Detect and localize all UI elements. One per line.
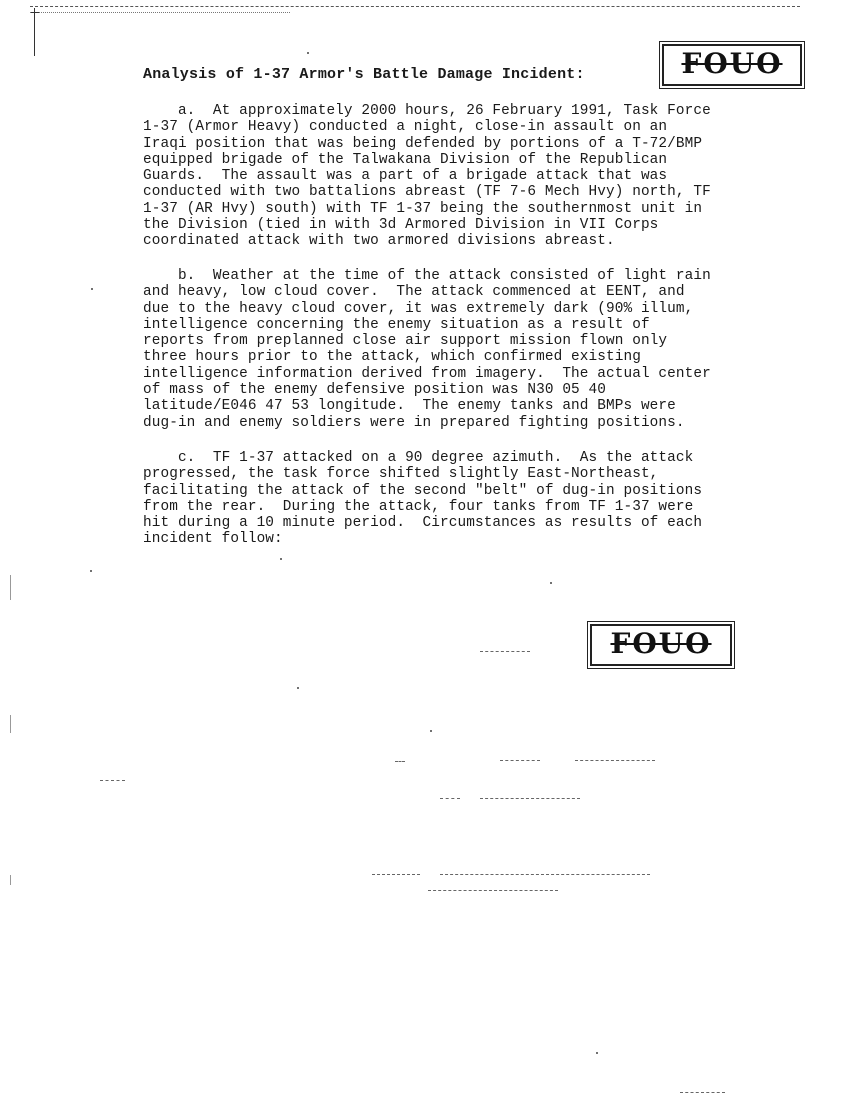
scan-dot	[90, 570, 92, 572]
scan-speck	[372, 874, 420, 875]
scan-speck	[500, 760, 540, 761]
scan-dot	[307, 52, 309, 54]
scan-speck	[480, 798, 580, 799]
scan-speck	[100, 780, 125, 781]
scan-edge-mark	[10, 575, 11, 600]
scan-speck	[480, 651, 530, 652]
scan-edge-mark	[10, 875, 11, 885]
paragraph-b: b. Weather at the time of the attack consisted of light rain and heavy, low cloud cover. The attack commenced at EENT, and due to the heavy cloud cover, it was extremely dark (90% illum, intelligence concerning the enemy situation as a result of reports from preplanned close air support mission flown only three hours prior to the attack, which confirmed existing intelligence information derived from imagery. The actual center of mass of the enemy defensive position was N30 05 40 latitude/E046 47 53 longitude. The enemy tanks and BMPs were dug-in and enemy soldiers were in prepared fighting positions.	[143, 268, 711, 431]
scan-dot	[550, 582, 552, 584]
fouo-stamp-middle: FOUO	[590, 624, 732, 666]
scan-speck	[428, 890, 558, 891]
scan-speck	[440, 874, 650, 875]
scan-edge-mark	[10, 715, 11, 733]
document-title: Analysis of 1-37 Armor's Battle Damage Incident:	[143, 66, 585, 83]
scan-artifact-top-line	[30, 6, 800, 7]
scan-dot	[430, 730, 432, 732]
scan-dot	[91, 288, 93, 290]
scan-speck	[395, 761, 405, 762]
scan-dot	[280, 558, 282, 560]
scan-artifact-left-mark	[34, 8, 38, 56]
paragraph-a: a. At approximately 2000 hours, 26 February 1991, Task Force 1-37 (Armor Heavy) conducted a night, close-in assault on an Iraqi position that was being defended by portions of a T-72/BMP equipped brigade of the Talwakana Division of the Republican Guards. The assault was a part of a brigade attack that was conducted with two battalions abreast (TF 7-6 Mech Hvy) north, TF 1-37 (AR Hvy) south) with TF 1-37 being the southernmost unit in the Division (tied in with 3d Armored Division in VII Corps coordinated attack with two armored divisions abreast.	[143, 103, 711, 250]
scan-dot	[596, 1052, 598, 1054]
fouo-stamp-top: FOUO	[662, 44, 802, 86]
scan-artifact-top-line-2	[30, 12, 290, 13]
scan-speck	[440, 798, 460, 799]
scan-dot	[297, 687, 299, 689]
scan-speck	[680, 1092, 725, 1093]
scan-speck	[575, 760, 655, 761]
paragraph-c: c. TF 1-37 attacked on a 90 degree azimuth. As the attack progressed, the task force shifted slightly East-Northeast, facilitating the attack of the second "belt" of dug-in positions from the rear. During the attack, four tanks from TF 1-37 were hit during a 10 minute period. Circumstances as results of each incident follow:	[143, 450, 703, 548]
